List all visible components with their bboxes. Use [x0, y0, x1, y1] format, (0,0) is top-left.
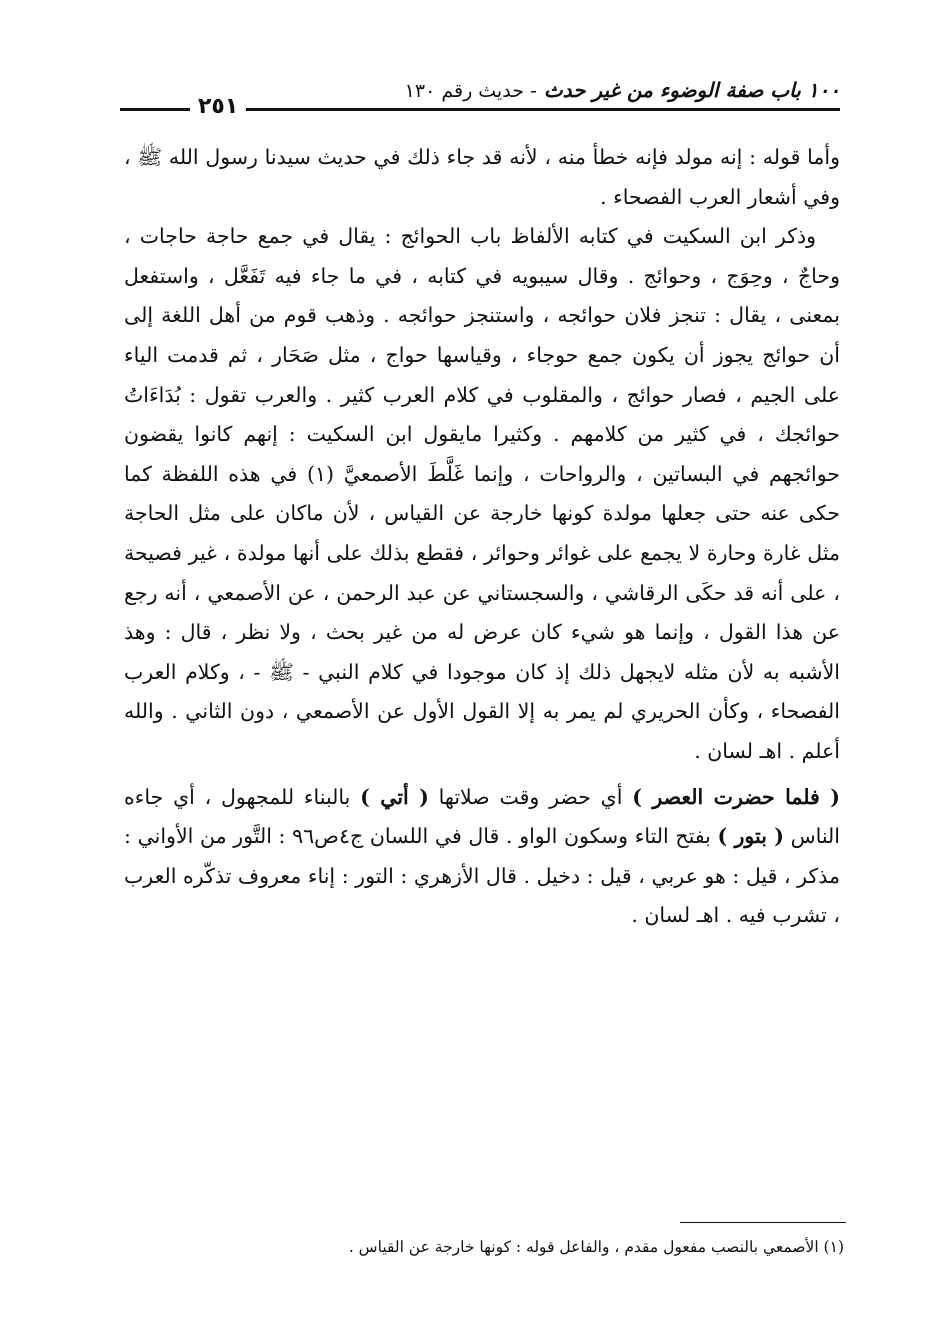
footnote: (١) الأصمعي بالنصب مفعول مقدم ، والفاعل قوله : كونها خارجة عن القياس .	[348, 1238, 844, 1256]
footnote-rule	[680, 1222, 846, 1223]
chapter-title: ١٠٠ باب صفة الوضوء من غير حدث	[543, 78, 840, 102]
quoted-phrase-2: ( أتي )	[360, 784, 429, 809]
commentary-paragraph	[124, 778, 840, 936]
running-title	[405, 78, 840, 102]
commentary-text-1: أي حضر وقت صلاتها	[438, 784, 623, 809]
hadith-reference: - حديث رقم ١٣٠	[404, 80, 537, 102]
commentary-text-2: بالبناء للمجهول ، أي جاءه الناس	[124, 784, 840, 849]
main-text	[124, 138, 840, 936]
quoted-phrase-1: ( فلما حضرت العصر )	[632, 784, 840, 809]
paragraph-2: وذكر ابن السكيت في كتابه الألفاظ باب الحوائج : يقال في جمع حاجة حاجات ، وحاجٌ ، وحِوَج ، وحوائج . وقال سيبويه في كتابه ، في ما جاء فيه تَفَعَّل ، واستفعل بمعنى ، يقال : تنجز فلان حوائجه ، واستنجز حوائجه . وذهب قوم من أهل اللغة إلى أن حوائج يجوز أن يكون جمع حوجاء ، وقياسها حواج ، مثل صَحَار ، ثم قدمت الياء على الجيم ، فصار حوائج ، والمقلوب في كلام العرب كثير . والعرب تقول : بُدَاءَاتُ حوائجك ، في كثير من كلامهم . وكثيرا مايقول ابن السكيت : إنهم كانوا يقضون حوائجهم في البساتين ، والرواحات ، وإنما غَلَّطَ الأصمعيَّ (١) في هذه اللفظة كما حكى عنه حتى جعلها مولدة كونها خارجة عن القياس ، لأن ماكان على مثل الحاجة مثل غارة وحارة لا يجمع على غوائر وحوائر ، فقطع بذلك على أنها مولدة ، غير فصيحة ، على أنه قد حكَى الرقاشي ، والسجستاني عن عبد الرحمن ، عن الأصمعي ، أنه رجع عن هذا القول ، وإنما هو شيء كان عرض له من غير بحث ، ولا نظر ، قال : وهذ الأشبه به لأن مثله لايجهل ذلك إذ كان موجودا في كلام النبي - ﷺ - ، وكلام العرب الفصحاء ، وكأن الحريري لم يمر به إلا القول الأول عن الأصمعي ، دون الثاني . والله أعلم . اهـ لسان .	[124, 224, 840, 763]
page-number: ٢٥١	[190, 94, 246, 119]
quoted-phrase-3: ( بتور )	[717, 824, 784, 849]
paragraph-1: وأما قوله : إنه مولد فإنه خطأ منه ، لأنه قد جاء ذلك في حديث سيدنا رسول الله ﷺ ، وفي أشعار العرب الفصحاء .	[124, 145, 840, 209]
commentary-text-3: بفتح التاء وسكون الواو . قال في اللسان ج٤ص٩٦ : التَّور من الأواني : مذكر ، قيل : هو عربي ، قيل : دخيل . قال الأزهري : التور : إناء معروف تذكّره العرب ، تشرب فيه . اهـ لسان .	[124, 824, 840, 928]
page-header	[120, 78, 840, 118]
